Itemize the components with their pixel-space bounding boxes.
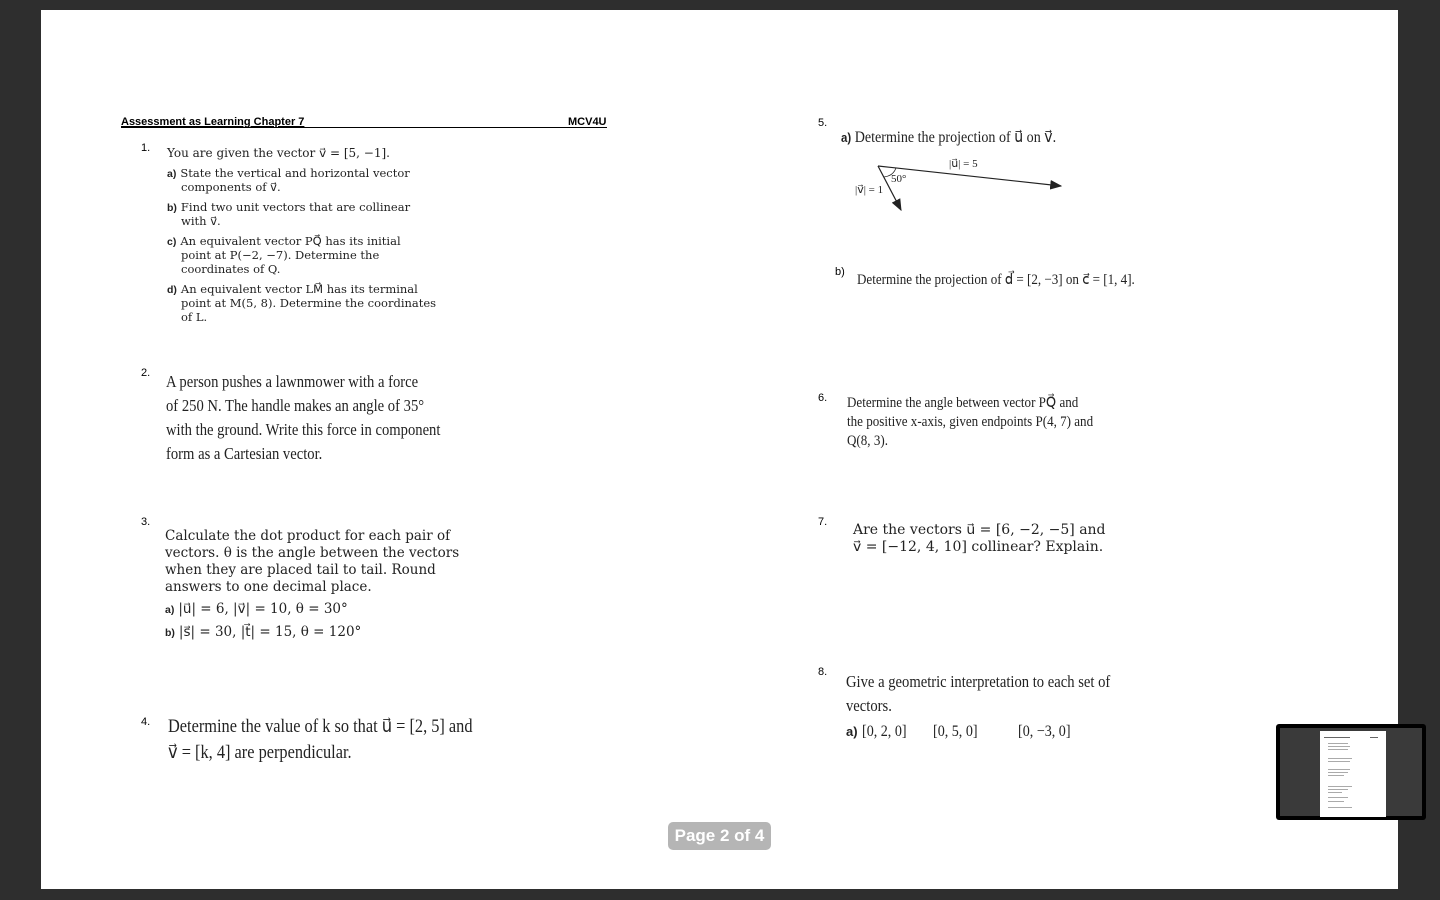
q3-part-b: [165, 624, 361, 642]
header-rule: [121, 127, 607, 128]
q5b-text: Determine the projection of d⃗ = [2, −3] on c⃗ = [1, 4].: [857, 272, 1135, 288]
q3-line4: answers to one decimal place.: [165, 579, 372, 595]
q4-text: [168, 714, 473, 766]
thumbnail-page-preview[interactable]: [1320, 731, 1386, 817]
q5-part-a: [841, 127, 1056, 147]
q6-text: [847, 394, 1093, 451]
q4-number: 4.: [141, 716, 151, 728]
q3-line3: when they are placed tail to tail. Round: [165, 562, 436, 578]
q8-number: 8.: [818, 666, 828, 678]
q6-line1: Determine the angle between vector PQ⃗ and: [847, 395, 1079, 411]
q3-number: 3.: [141, 516, 151, 528]
q1d-label: d): [167, 284, 177, 296]
q8-line1: Give a geometric interpretation to each set of: [846, 672, 1111, 691]
q8a-vector-3: [0, −3, 0]: [1018, 723, 1071, 740]
q7-line1: Are the vectors u⃗ = [6, −2, −5] and: [853, 522, 1106, 538]
q5-number: 5.: [818, 117, 828, 129]
q1b-label: b): [167, 202, 177, 214]
q1a-label: a): [167, 168, 177, 180]
q7-line2: v⃗ = [−12, 4, 10] collinear? Explain.: [853, 539, 1104, 555]
q1-number: 1.: [141, 142, 151, 154]
q1c-label: c): [167, 236, 177, 248]
q3b-label: b): [165, 627, 175, 639]
q8a-label: a): [846, 724, 858, 739]
q1d-line3: of L.: [181, 310, 208, 324]
course-code: MCV4U: [568, 116, 607, 128]
q8a-vector-1: [0, 2, 0]: [862, 723, 907, 740]
q3-part-a: [165, 601, 348, 619]
q3-line2: vectors. θ is the angle between the vectors: [165, 545, 460, 561]
q1c-line2: point at P(−2, −7). Determine the: [181, 248, 380, 262]
v-magnitude-label: |v⃗| = 1: [855, 184, 884, 196]
page-indicator: Page 2 of 4: [668, 822, 771, 850]
document-page: [41, 10, 1398, 889]
q1c-line3: coordinates of Q.: [181, 262, 281, 276]
q2-text: [166, 370, 440, 466]
q1a-line1: State the vertical and horizontal vector: [180, 166, 410, 180]
projection-diagram: [851, 152, 1071, 214]
q3a-text: |u⃗| = 6, |v⃗| = 10, θ = 30°: [178, 601, 348, 617]
u-magnitude-label: |u⃗| = 5: [949, 158, 978, 170]
q3-text: [165, 528, 459, 596]
q7-number: 7.: [818, 516, 828, 528]
q5a-text: Determine the projection of u⃗ on v⃗.: [854, 129, 1057, 146]
q2-line1: A person pushes a lawnmower with a force: [166, 372, 419, 391]
q4-line2: v⃗ = [k, 4] are perpendicular.: [168, 742, 352, 763]
q6-line3: Q(8, 3).: [847, 433, 888, 449]
document-title: Assessment as Learning Chapter 7: [121, 116, 305, 128]
q8-part-a: [846, 723, 1086, 745]
q2-line4: form as a Cartesian vector.: [166, 444, 323, 463]
q5a-label: a): [841, 130, 852, 145]
q2-line3: with the ground. Write this force in component: [166, 420, 441, 439]
q1c-line1: An equivalent vector PQ⃗ has its initial: [180, 234, 401, 248]
q4-line1: Determine the value of k so that u⃗ = [2, 5] and: [168, 716, 473, 737]
q6-line2: the positive x-axis, given endpoints P(4, 7) and: [847, 414, 1094, 430]
q2-number: 2.: [141, 367, 151, 379]
q5b-label: b): [835, 266, 845, 278]
q8a-vector-2: [0, 5, 0]: [933, 723, 978, 740]
q1d-line1: An equivalent vector LM⃗ has its terminal: [180, 282, 418, 296]
q1d-line2: point at M(5, 8). Determine the coordinates: [181, 296, 437, 310]
q3a-label: a): [165, 604, 175, 616]
q1b-line2: with v⃗.: [181, 214, 221, 228]
q3b-text: |s⃗| = 30, |t⃗| = 15, θ = 120°: [178, 624, 362, 640]
q1a-line2: components of v⃗.: [181, 180, 281, 194]
q8-text: [846, 670, 1110, 718]
q7-text: [853, 522, 1106, 556]
q3-line1: Calculate the dot product for each pair of: [165, 528, 451, 544]
q6-number: 6.: [818, 392, 828, 404]
q8-line2: vectors.: [846, 696, 892, 715]
q1b-line1: Find two unit vectors that are collinear: [180, 200, 411, 214]
q2-line2: of 250 N. The handle makes an angle of 35°: [166, 396, 425, 415]
angle-label: 50°: [891, 173, 907, 185]
q1-stem: You are given the vector v⃗ = [5, −1].: [167, 146, 390, 160]
